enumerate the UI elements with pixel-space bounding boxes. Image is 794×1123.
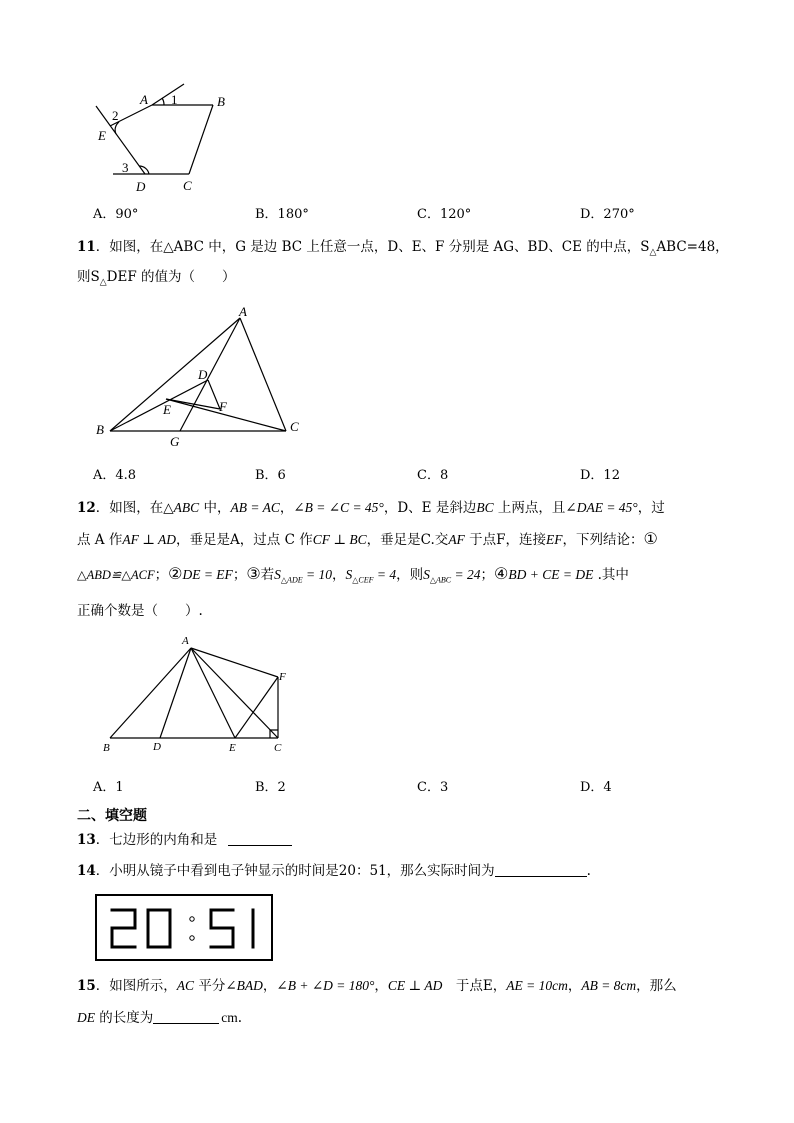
q15-answer-blank[interactable] bbox=[153, 1009, 219, 1024]
q12-l1-m2: AB = AC bbox=[230, 500, 280, 515]
q12-l3-m5sub: △ABC bbox=[429, 575, 452, 585]
segment-ef bbox=[235, 677, 278, 738]
segment-ac bbox=[240, 318, 286, 431]
q15-line1 bbox=[77, 976, 677, 996]
q12-l3-m3a: S bbox=[274, 567, 281, 582]
label-a: A bbox=[140, 92, 148, 107]
label-c: C bbox=[290, 419, 299, 434]
q12-l1-m1: △ABC bbox=[163, 500, 200, 515]
q15-t2: 平分 bbox=[194, 978, 226, 994]
q11-text-1-end: ABC=48， bbox=[656, 239, 729, 255]
label-e: E bbox=[163, 402, 171, 417]
q10-option-d: D．270° bbox=[580, 207, 635, 222]
q15-t1: ．如图所示， bbox=[95, 978, 177, 994]
label-a: A bbox=[182, 635, 189, 647]
q12-l1-m4: BC bbox=[476, 500, 494, 515]
q11-sub-2: △ bbox=[99, 277, 107, 288]
q12-l2-m2: CF ⊥ BC bbox=[312, 532, 367, 547]
q15-t4: ， bbox=[374, 978, 388, 994]
label-b: B bbox=[217, 94, 225, 109]
q12-conclusion-4-marker: ④ bbox=[494, 564, 509, 583]
q12-l2-m3: AF bbox=[448, 532, 465, 547]
q12-l2-m1: AF ⊥ AD bbox=[122, 532, 177, 547]
q11-number: 11 bbox=[77, 239, 96, 255]
q13-line bbox=[77, 830, 292, 850]
segment-ab bbox=[110, 648, 191, 738]
q10-option-b: B．180° bbox=[255, 207, 309, 222]
q12-l3-t2: ； bbox=[232, 567, 247, 583]
q12-option-d: D．4 bbox=[580, 780, 612, 795]
q10-option-a: A．90° bbox=[93, 207, 139, 222]
q12-l3-m5a: S bbox=[423, 567, 430, 582]
clock-colon-top-dot bbox=[190, 917, 194, 921]
q12-l1-m3: ∠B = ∠C = 45° bbox=[293, 500, 384, 515]
clock-colon-bottom-dot bbox=[190, 936, 194, 940]
q15-m2: ∠BAD bbox=[225, 978, 263, 993]
q12-l3-t6: ； bbox=[480, 567, 495, 583]
q15-l2-t1: 的长度为 bbox=[95, 1010, 154, 1026]
q15-t5: 于点E， bbox=[442, 978, 507, 994]
q12-option-c: C．3 bbox=[417, 780, 449, 795]
q15-m4: CE ⊥ AD bbox=[387, 978, 443, 993]
clock-mirrored-digits bbox=[97, 896, 271, 959]
q15-line2 bbox=[77, 1008, 242, 1028]
q15-m6: AB = 8cm bbox=[581, 978, 637, 993]
q12-l1-m5: ∠DAE = 45° bbox=[565, 500, 638, 515]
segment-ac bbox=[191, 648, 278, 738]
digit-2-segments bbox=[148, 910, 170, 947]
q12-l2-t4: 于点F，连接 bbox=[464, 532, 546, 548]
q12-option-a: A．1 bbox=[93, 780, 124, 795]
figure-q10-pentagon bbox=[88, 78, 248, 198]
label-f: F bbox=[219, 399, 227, 414]
q12-l3-t4: ， bbox=[331, 567, 346, 583]
q12-l1-t4: ，D、E 是斜边 bbox=[383, 500, 477, 516]
q15-m3: ∠B + ∠D = 180° bbox=[276, 978, 375, 993]
q12-l1-t3: ， bbox=[279, 500, 294, 516]
q14-number: 14 bbox=[77, 863, 96, 879]
q14-line bbox=[77, 861, 591, 881]
segment-ad bbox=[160, 648, 191, 738]
label-1: 1 bbox=[171, 92, 178, 107]
label-e: E bbox=[98, 128, 106, 143]
label-d: D bbox=[198, 367, 208, 382]
segment-ag bbox=[180, 318, 240, 431]
q13-number: 13 bbox=[77, 832, 96, 848]
q12-l3-m4a: S bbox=[345, 567, 353, 582]
figure-q12-triangle bbox=[98, 630, 298, 758]
label-g: G bbox=[170, 434, 180, 449]
q13-answer-blank[interactable] bbox=[228, 831, 292, 846]
segment-ae bbox=[191, 648, 235, 738]
q11-option-a: A．4.8 bbox=[93, 468, 137, 483]
q12-conclusion-2-marker: ② bbox=[168, 564, 183, 583]
q12-l3-m1: △ABD≌△ACF bbox=[77, 568, 155, 582]
q12-l1-t2: 中， bbox=[199, 500, 231, 516]
q12-conclusion-1-marker: ① bbox=[643, 529, 658, 548]
q15-t6: ， bbox=[567, 978, 582, 994]
q12-line3 bbox=[77, 564, 629, 591]
q11-option-d: D．12 bbox=[580, 468, 620, 483]
q15-l2-end: . bbox=[237, 1010, 243, 1026]
q15-number: 15 bbox=[77, 978, 96, 994]
label-c: C bbox=[183, 178, 192, 193]
q12-line4: 正确个数是（ ）. bbox=[77, 603, 203, 619]
q12-l3-m3sub: △ADE bbox=[280, 575, 303, 585]
q10-option-c: C．120° bbox=[417, 207, 472, 222]
q11-line1 bbox=[77, 237, 729, 263]
q12-l3-m4b: = 4 bbox=[373, 567, 397, 582]
digit-3-segments bbox=[211, 910, 233, 947]
q11-line2 bbox=[77, 267, 236, 293]
q12-l1-t6: ，过 bbox=[637, 500, 665, 516]
digit-1-segments bbox=[112, 910, 135, 947]
q14-answer-blank[interactable] bbox=[495, 862, 587, 877]
q15-t7: ，那么 bbox=[636, 978, 677, 994]
q12-l3-t7: .其中 bbox=[593, 567, 629, 583]
q12-l3-m4sub: △CEF bbox=[352, 575, 374, 585]
q12-l2-t2: ，垂足是A，过点 C 作 bbox=[176, 532, 313, 548]
q11-text-2b: DEF 的值为（ ） bbox=[106, 269, 236, 285]
q12-l2-t3: ，垂足是C.交 bbox=[366, 532, 449, 548]
q12-l3-t5: ，则 bbox=[396, 567, 424, 583]
segment-bc bbox=[189, 105, 213, 174]
q12-l2-t1: 点 A 作 bbox=[77, 532, 123, 548]
q15-l2-unit: cm bbox=[221, 1010, 238, 1025]
section-2-title: 二、填空题 bbox=[77, 808, 147, 824]
q12-l3-t3: 若 bbox=[260, 567, 275, 583]
q12-l3-m6: BD + CE = DE bbox=[508, 567, 594, 582]
q15-m1: AC bbox=[176, 978, 195, 993]
q12-l3-m5b: = 24 bbox=[451, 567, 481, 582]
q15-t3: ， bbox=[262, 978, 277, 994]
q12-conclusion-3-marker: ③ bbox=[246, 564, 261, 583]
q15-m5: AE = 10cm bbox=[506, 978, 568, 993]
q12-line1 bbox=[77, 498, 665, 518]
label-a: A bbox=[239, 304, 247, 319]
q14-text: ．小明从镜子中看到电子钟显示的时间是20：51，那么实际时间为 bbox=[95, 863, 495, 879]
q12-l2-m4: EF bbox=[545, 532, 563, 547]
q12-l2-t5: ，下列结论： bbox=[562, 532, 644, 548]
label-f: F bbox=[279, 671, 286, 683]
q13-text: ．七边形的内角和是 bbox=[95, 832, 218, 848]
q12-line2 bbox=[77, 529, 658, 550]
label-3: 3 bbox=[122, 160, 129, 175]
label-c: C bbox=[274, 742, 282, 754]
q12-l1-t1: ．如图，在 bbox=[95, 500, 164, 516]
q12-number: 12 bbox=[77, 500, 96, 516]
segment-af bbox=[191, 648, 278, 677]
q11-text-2a: 则S bbox=[77, 269, 100, 285]
label-e: E bbox=[229, 742, 236, 754]
q11-sub-1: △ bbox=[649, 247, 657, 258]
line-a-to-top-right bbox=[152, 84, 184, 105]
q11-text-1: ．如图，在△ABC 中，G 是边 BC 上任意一点，D、E、F 分别是 AG、BD、CE 的中点，S bbox=[95, 239, 650, 255]
q12-l3-m3b: = 10 bbox=[302, 567, 332, 582]
q12-l3-t1: ； bbox=[154, 567, 169, 583]
digital-clock bbox=[95, 894, 273, 961]
q12-l1-t5: 上两点，且 bbox=[493, 500, 566, 516]
label-d: D bbox=[136, 179, 146, 194]
q14-end: . bbox=[586, 863, 591, 879]
q15-l2-m1: DE bbox=[77, 1010, 95, 1025]
q11-option-c: C．8 bbox=[417, 468, 449, 483]
q11-option-b: B．6 bbox=[255, 468, 286, 483]
label-2: 2 bbox=[112, 108, 119, 123]
label-b: B bbox=[103, 742, 110, 754]
q12-l3-m2: DE = EF bbox=[182, 567, 233, 582]
angle-1-arc bbox=[162, 98, 164, 105]
figure-q11-triangle bbox=[90, 300, 310, 450]
q12-option-b: B．2 bbox=[255, 780, 286, 795]
label-b: B bbox=[96, 422, 104, 437]
label-d: D bbox=[153, 741, 161, 753]
